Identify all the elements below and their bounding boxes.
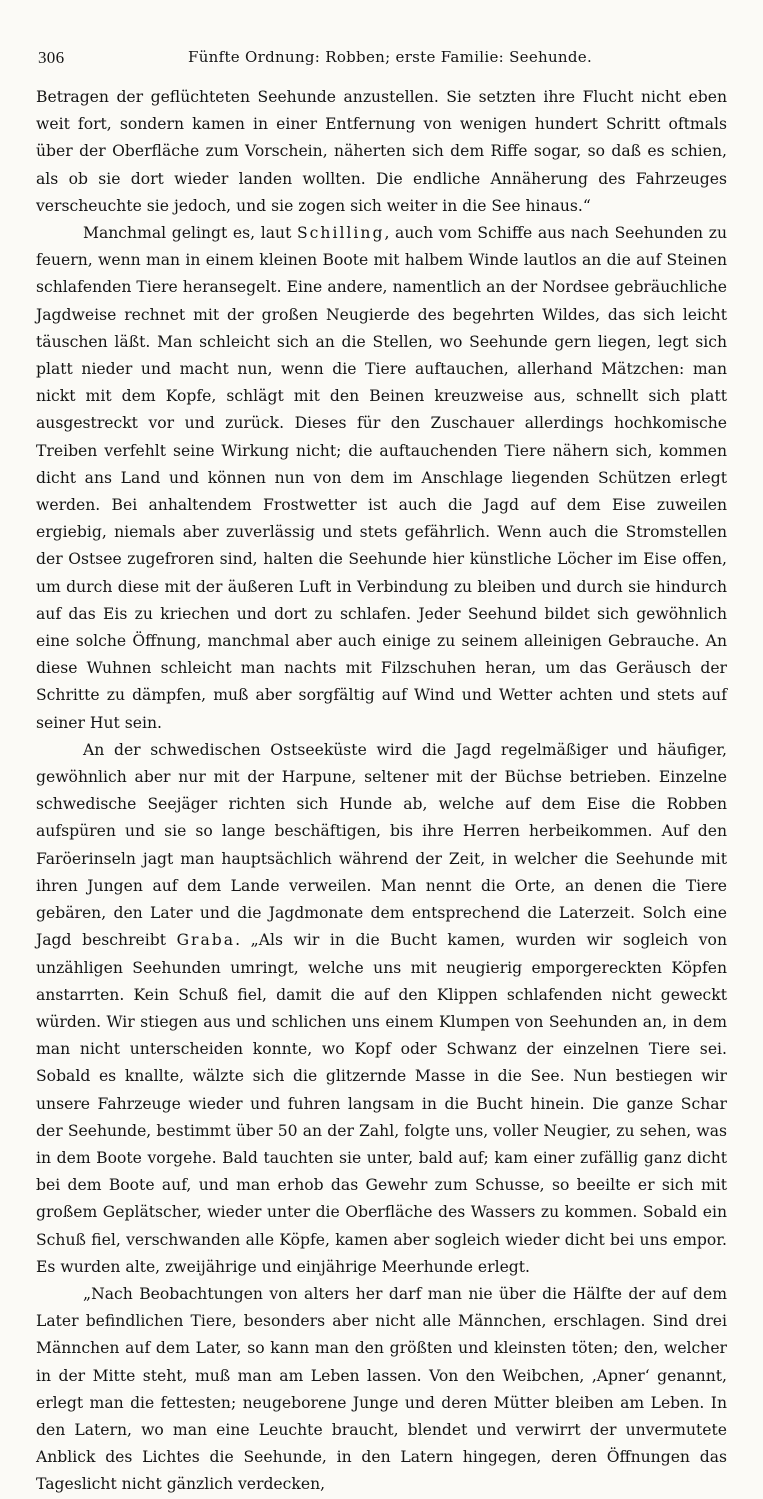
paragraph-3 <box>36 737 727 1281</box>
paragraph-text: , auch vom Schiffe aus nach Seehunden zu feuern, wenn man in einem kleinen Boote mit halbem Winde lautlos an die auf Steinen schlafenden Tiere heransegelt. Eine andere, namentlich an der Nordsee gebräuchliche Jagdweise rechnet mit der großen Neugierde des begehrten Wildes, das sich leicht täuschen läßt. Man schleicht sich an die Stellen, wo Seehunde gern liegen, legt sich platt nieder und macht nun, wenn die Tiere auftauchen, allerhand Mätzchen: man nickt mit dem Kopfe, schlägt mit den Beinen kreuzweise aus, schnellt sich platt ausgestreckt vor und zurück. Dieses für den Zuschauer allerdings hochkomische Treiben verfehlt seine Wirkung nicht; die auftauchenden Tiere nähern sich, kommen dicht ans Land und können nun von dem im Anschlage liegenden Schützen erlegt werden. Bei anhaltendem Frostwetter ist auch die Jagd auf dem Eise zuweilen ergiebig, niemals aber zuverlässig und stets gefährlich. Wenn auch die Stromstellen der Ostsee zugefroren sind, halten die Seehunde hier künstliche Löcher im Eise offen, um durch diese mit der äußeren Luft in Verbindung zu bleiben und durch sie hindurch auf das Eis zu kriechen und dort zu schlafen. Jeder Seehund bildet sich gewöhnlich eine solche Öffnung, manchmal aber auch einige zu seinem alleinigen Gebrauche. An diese Wuhnen schleicht man nachts mit Filzschuhen heran, um das Geräusch der Schritte zu dämpfen, muß aber sorgfältig auf Wind und Wetter achten und stets auf seiner Hut sein. <box>36 224 727 732</box>
author-name: Graba <box>176 931 236 950</box>
body-text <box>36 84 727 1499</box>
page-header <box>38 48 723 72</box>
author-name: Schilling <box>297 224 385 243</box>
paragraph-text: Betragen der geflüchteten Seehunde anzustellen. Sie setzten ihre Flucht nicht eben weit fort, sondern kamen in einer Entfernung von wenigen hundert Schritt oftmals über der Oberfläche zum Vorschein, näherten sich dem Riffe sogar, so daß es schien, als ob sie dort wieder landen wollten. Die endliche Annäherung des Fahrzeuges verscheuchte sie jedoch, und sie zogen sich weiter in die See hinaus.“ <box>36 88 727 215</box>
paragraph-text: „Nach Beobachtungen von alters her darf man nie über die Hälfte der auf dem Later befindlichen Tiere, besonders aber nicht alle Männchen, erschlagen. Sind drei Männchen auf dem Later, so kann man den größten und kleinsten töten; den, welcher in der Mitte steht, muß man am Leben lassen. Von den Weibchen, ‚Apner‘ genannt, erlegt man die fettesten; neugeborene Junge und deren Mütter bleiben am Leben. In den Latern, wo man eine Leuchte braucht, blendet und verwirrt der unvermutete Anblick des Lichtes die Seehunde, in den Latern hingegen, deren Öffnungen das Tageslicht nicht gänzlich verdecken, <box>36 1284 727 1494</box>
paragraph-1 <box>36 84 727 220</box>
paragraph-text: Manchmal gelingt es, laut <box>83 224 297 243</box>
paragraph-text: An der schwedischen Ostseeküste wird die Jagd regelmäßiger und häufiger, gewöhnlich aber nur mit der Harpune, seltener mit der Büchse betrieben. Einzelne schwedische Seejäger richten sich Hunde ab, welche auf dem Eise die Robben aufspüren und sie so lange beschäftigen, bis ihre Herren herbeikommen. Auf den Faröerinseln jagt man hauptsächlich während der Zeit, in welcher die Seehunde mit ihren Jungen auf dem Lande verweilen. Man nennt die Orte, an denen die Tiere gebären, den Later und die Jagdmonate dem entsprechend die Laterzeit. Solch eine Jagd beschreibt <box>36 740 727 950</box>
page-number: 306 <box>38 48 65 67</box>
running-title: Fünfte Ordnung: Robben; erste Familie: Seehunde. <box>188 48 593 66</box>
paragraph-4 <box>36 1281 727 1499</box>
paragraph-text: . „Als wir in die Bucht kamen, wurden wir sogleich von unzähligen Seehunden umringt, welche uns mit neugierig emporgereckten Köpfen anstarrten. Kein Schuß fiel, damit die auf den Klippen schlafenden nicht geweckt würden. Wir stiegen aus und schlichen uns einem Klumpen von Seehunden an, in dem man nicht unterscheiden konnte, wo Kopf oder Schwanz der einzelnen Tiere sei. Sobald es knallte, wälzte sich die glitzernde Masse in die See. Nun bestiegen wir unsere Fahrzeuge wieder und fuhren langsam in die Bucht hinein. Die ganze Schar der Seehunde, bestimmt über 50 an der Zahl, folgte uns, voller Neugier, zu sehen, was in dem Boote vorgehe. Bald tauchten sie unter, bald auf; kam einer zufällig ganz dicht bei dem Boote auf, und man erhob das Gewehr zum Schusse, so beeilte er sich mit großem Geplätscher, wieder unter die Oberfläche des Wassers zu kommen. Sobald ein Schuß fiel, verschwanden alle Köpfe, kamen aber sogleich wieder dicht bei uns empor. Es wurden alte, zweijährige und einjährige Meerhunde erlegt. <box>36 931 727 1276</box>
paragraph-2 <box>36 220 727 737</box>
